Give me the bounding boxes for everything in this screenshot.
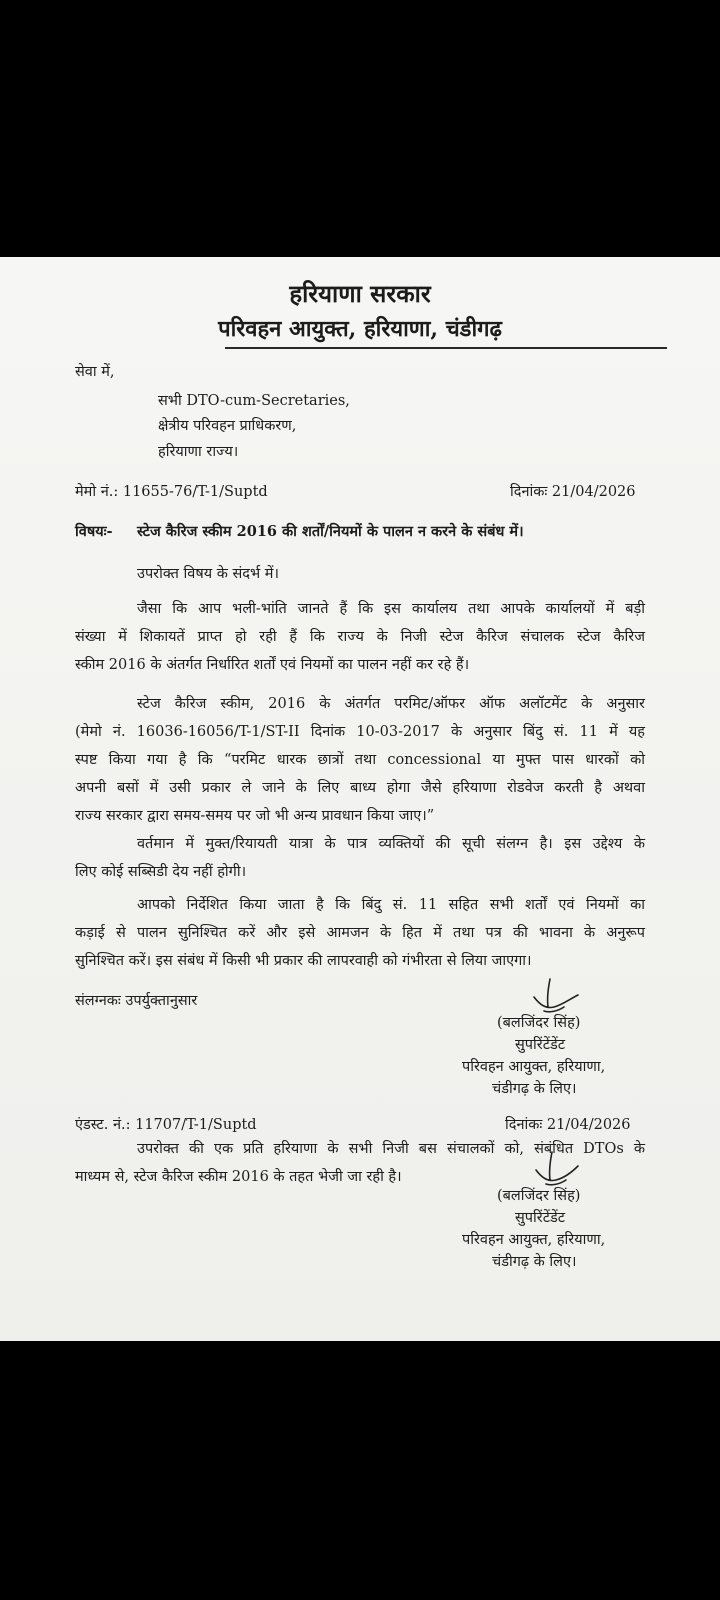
endorsement-number: एंडस्ट. नं.: 11707/T-1/Suptd — [75, 1117, 257, 1133]
signature-mark-2 — [520, 1150, 580, 1190]
paragraph-line: स्पष्ट किया गया है कि “परमिट धारक छात्रों तथा concessional या मुफ्त पास धारकों को — [75, 752, 645, 768]
enclosure-note: संलग्नकः उपर्युक्तानुसार — [75, 993, 198, 1009]
paragraph-complaints — [75, 595, 645, 679]
paragraph-line: संख्या में शिकायतें प्राप्त हो रही हैं कि राज्य के निजी स्टेज कैरिज संचालक स्टेज कैरिज — [75, 629, 645, 645]
signatory-for: चंडीगढ़ के लिए। — [492, 1081, 577, 1097]
signatory-office: परिवहन आयुक्त, हरियाणा, — [462, 1059, 606, 1075]
address-line-3: हरियाणा राज्य। — [158, 444, 239, 460]
paragraph-line: लिए कोई सब्सिडी देय नहीं होगी। — [75, 864, 247, 880]
signatory-designation: सुपरिंटेंडेंट — [515, 1210, 566, 1226]
paragraph-line: राज्य सरकार द्वारा समय-समय पर जो भी अन्य प्रावधान किया जाए।” — [75, 808, 435, 824]
signatory-name: (बलजिंदर सिंह) — [497, 1188, 581, 1204]
paragraph-eligible-list — [75, 830, 645, 886]
paragraph-line: स्कीम 2016 के अंतर्गत निर्धारित शर्तों एवं नियमों का पालन नहीं कर रहे हैं। — [75, 657, 470, 673]
government-title: हरियाणा सरकार — [289, 279, 431, 308]
subject-text: स्टेज कैरिज स्कीम 2016 की शर्तों/नियमों के पालन न करने के संबंध में। — [137, 523, 524, 540]
memo-date: दिनांकः 21/04/2026 — [510, 484, 636, 500]
paragraph-line: आपको निर्देशित किया जाता है कि बिंदु सं. 11 सहित सभी शर्तों एवं नियमों का — [137, 897, 645, 913]
paragraph-line: स्टेज कैरिज स्कीम, 2016 के अंतर्गत परमिट/ऑफर ऑफ अलॉटमेंट के अनुसार — [137, 696, 645, 712]
paragraph-permit-condition — [75, 690, 645, 830]
memo-number: मेमो नं.: 11655-76/T-1/Suptd — [75, 484, 268, 500]
paragraph-line: माध्यम से, स्टेज कैरिज स्कीम 2016 के तहत भेजी जा रही है। — [75, 1169, 402, 1185]
paragraph-line: सुनिश्चित करें। इस संबंध में किसी भी प्रकार की लापरवाही को गंभीरता से लिया जाएगा। — [75, 953, 532, 969]
address-line-2: क्षेत्रीय परिवहन प्राधिकरण, — [158, 418, 297, 434]
paragraph-line: कड़ाई से पालन सुनिश्चित करें और इसे आमजन के हित में तथा पत्र की भावना के अनुरूप — [75, 925, 645, 941]
salutation: सेवा में, — [75, 364, 115, 380]
office-title: परिवहन आयुक्त, हरियाणा, चंडीगढ़ — [218, 316, 502, 342]
signatory-name: (बलजिंदर सिंह) — [497, 1015, 581, 1031]
paragraph-line: उपरोक्त की एक प्रति हरियाणा के सभी निजी बस संचालकों को, संबंधित DTOs के — [137, 1141, 645, 1157]
signatory-for: चंडीगढ़ के लिए। — [492, 1254, 577, 1270]
paragraph-line: अपनी बसों में उसी प्रकार ले जाने के लिए बाध्य होगा जैसे हरियाणा रोडवेज करती है अथवा — [75, 780, 645, 796]
header-rule — [225, 347, 667, 349]
reference-line: उपरोक्त विषय के संदर्भ में। — [137, 566, 279, 582]
signature-mark-1 — [520, 977, 580, 1017]
document-page — [0, 257, 720, 1341]
signatory-designation: सुपरिंटेंडेंट — [515, 1037, 566, 1053]
paragraph-line: (मेमो नं. 16036-16056/T-1/ST-II दिनांक 10-03-2017 के अनुसार बिंदु सं. 11 में यह — [75, 724, 645, 740]
address-line-1: सभी DTO-cum-Secretaries, — [158, 393, 350, 409]
paragraph-line: जैसा कि आप भली-भांति जानते हैं कि इस कार्यालय तथा आपके कार्यालयों में बड़ी — [137, 601, 645, 617]
signatory-office: परिवहन आयुक्त, हरियाणा, — [462, 1232, 606, 1248]
subject-label: विषयः- — [75, 523, 113, 540]
paragraph-line: वर्तमान में मुक्त/रियायती यात्रा के पात्र व्यक्तियों की सूची संलग्न है। इस उद्देश्य के — [137, 836, 645, 852]
paragraph-directive — [75, 891, 645, 975]
endorsement-date: दिनांकः 21/04/2026 — [505, 1117, 631, 1133]
